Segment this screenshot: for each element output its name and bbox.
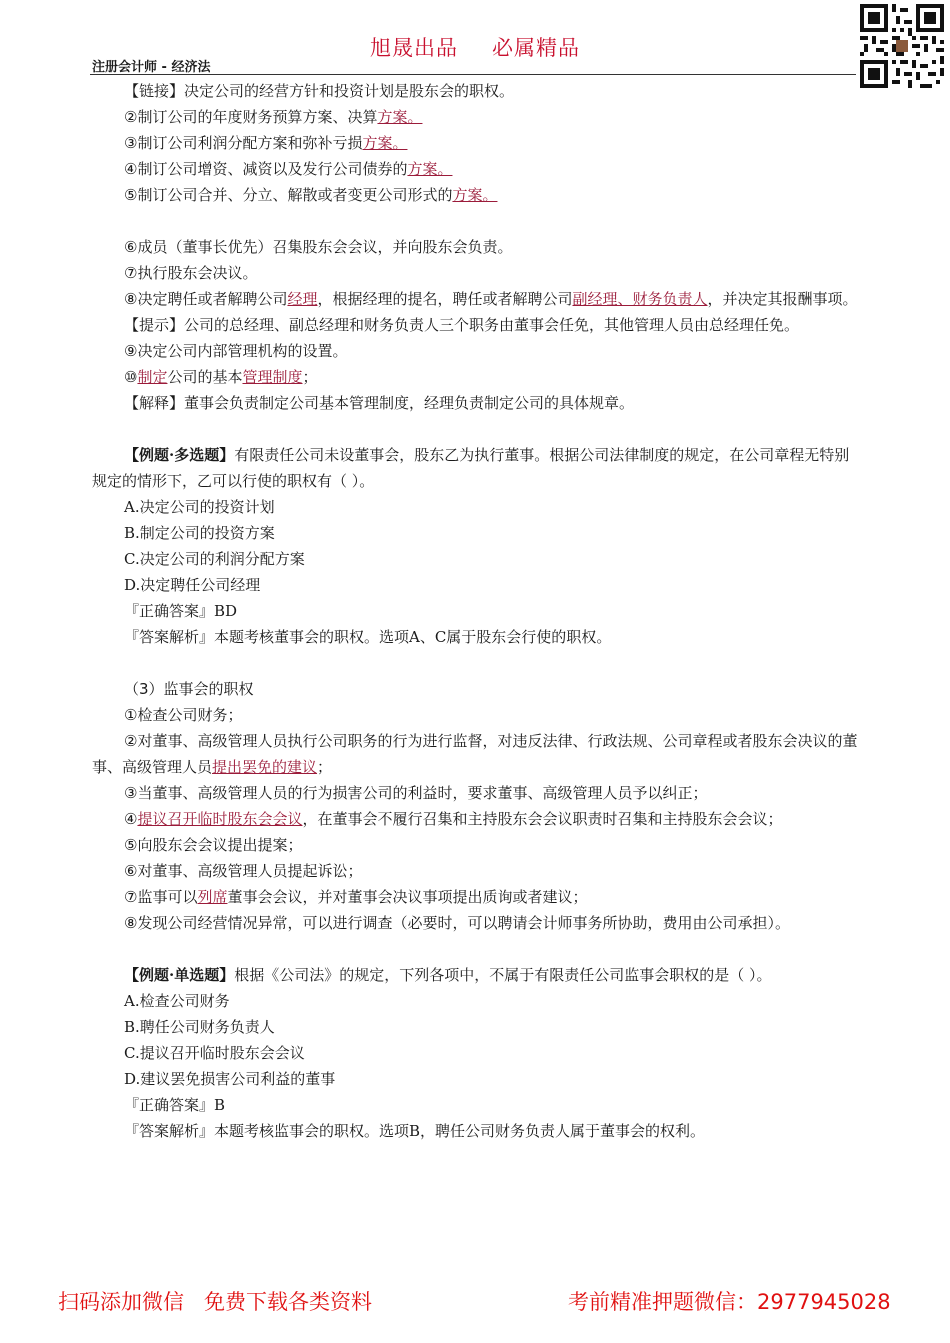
- header-divider: [90, 74, 856, 75]
- option: C.提议召开临时股东会会议: [124, 1044, 305, 1062]
- highlight: 经理: [287, 290, 318, 308]
- footer-right: 考前精准押题微信：2977945028: [568, 1290, 891, 1314]
- example-single-choice: [92, 962, 862, 1144]
- text-line: 【提示】公司的总经理、副总经理和财务负责人三个职务由董事会任免，其他管理人员由总经理任免。: [124, 316, 800, 334]
- highlight: 副经理、财务负责人: [572, 290, 708, 308]
- option: B.聘任公司财务负责人: [124, 1018, 275, 1036]
- section-heading: （3）监事会的职权: [124, 680, 254, 698]
- text-line: ⑤向股东会会议提出提案；: [124, 836, 303, 854]
- footer-left: 扫码添加微信 免费下载各类资料: [58, 1290, 372, 1314]
- text-line: 【链接】决定公司的经营方针和投资计划是股东会的职权。: [124, 82, 515, 100]
- highlight: 管理制度: [242, 368, 303, 386]
- highlight: 方案。: [377, 108, 423, 126]
- option: A.检查公司财务: [124, 992, 230, 1010]
- text-line: ⑥成员（董事长优先）召集股东会会议，并向股东会负责。: [124, 238, 513, 256]
- text-line: ②制订公司的年度财务预算方案、决算方案。: [124, 108, 423, 126]
- text-line: ⑦监事可以列席董事会会议，并对董事会决议事项提出质询或者建议；: [124, 888, 588, 906]
- text-line: ⑩制定公司的基本管理制度；: [124, 368, 318, 386]
- text-line: ⑥对董事、高级管理人员提起诉讼；: [124, 862, 363, 880]
- text-line: ⑨决定公司内部管理机构的设置。: [124, 342, 348, 360]
- correct-answer: 『正确答案』B: [124, 1096, 226, 1114]
- option: D.建议罢免损害公司利益的董事: [124, 1070, 336, 1088]
- header-title-left: 旭晟出品: [370, 36, 458, 60]
- text-line: ⑧发现公司经营情况异常，可以进行调查（必要时，可以聘请会计师事务所协助，费用由公司承担）。: [124, 914, 790, 932]
- highlight: 方案。: [407, 160, 453, 178]
- document-body: [92, 78, 862, 1144]
- highlight: 制定: [137, 368, 168, 386]
- text-line: ⑧决定聘任或者解聘公司经理，根据经理的提名，聘任或者解聘公司副经理、财务负责人，并决定其报酬事项。: [124, 290, 858, 308]
- text-line: ①检查公司财务；: [124, 706, 243, 724]
- option: D.决定聘任公司经理: [124, 576, 261, 594]
- text-line: ⑤制订公司合并、分立、解散或者变更公司形式的方案。: [124, 186, 498, 204]
- text-line: 【解释】董事会负责制定公司基本管理制度，经理负责制定公司的具体规章。: [124, 394, 635, 412]
- text-line: ②对董事、高级管理人员执行公司职务的行为进行监督，对违反法律、行政法规、公司章程或者股东会决议的董事、高级管理人员提出罢免的建议；: [92, 732, 858, 776]
- qr-code-icon: [860, 4, 944, 88]
- answer-explanation: 『答案解析』本题考核董事会的职权。选项A、C属于股东会行使的职权。: [124, 628, 612, 646]
- highlight: 方案。: [452, 186, 498, 204]
- text-line: ⑦执行股东会决议。: [124, 264, 258, 282]
- question-text: 【例题·多选题】有限责任公司未设董事会，股东乙为执行董事。根据公司法律制度的规定，在公司章程无特别规定的情形下，乙可以行使的职权有（ ）。: [92, 446, 850, 490]
- correct-answer: 『正确答案』BD: [124, 602, 238, 620]
- highlight: 列席: [197, 888, 228, 906]
- answer-explanation: 『答案解析』本题考核监事会的职权。选项B，聘任公司财务负责人属于董事会的权利。: [124, 1122, 706, 1140]
- option: C.决定公司的利润分配方案: [124, 550, 305, 568]
- option: B.制定公司的投资方案: [124, 524, 275, 542]
- text-line: ③当董事、高级管理人员的行为损害公司的利益时，要求董事、高级管理人员予以纠正；: [124, 784, 708, 802]
- header-subtitle: 注册会计师 - 经济法: [92, 60, 211, 75]
- text-line: ④提议召开临时股东会会议，在董事会不履行召集和主持股东会会议职责时召集和主持股东会会议；: [124, 810, 783, 828]
- example-multi-choice: [92, 442, 862, 650]
- highlight: 提出罢免的建议: [212, 758, 318, 776]
- text-line: ③制订公司利润分配方案和弥补亏损方案。: [124, 134, 408, 152]
- option: A.决定公司的投资计划: [124, 498, 275, 516]
- highlight: 提议召开临时股东会会议: [137, 810, 303, 828]
- highlight: 方案。: [362, 134, 408, 152]
- header-title-right: 必属精品: [492, 36, 580, 60]
- question-text: 【例题·单选题】根据《公司法》的规定，下列各项中，不属于有限责任公司监事会职权的是（ ）。: [124, 966, 772, 984]
- text-line: ④制订公司增资、减资以及发行公司债券的方案。: [124, 160, 453, 178]
